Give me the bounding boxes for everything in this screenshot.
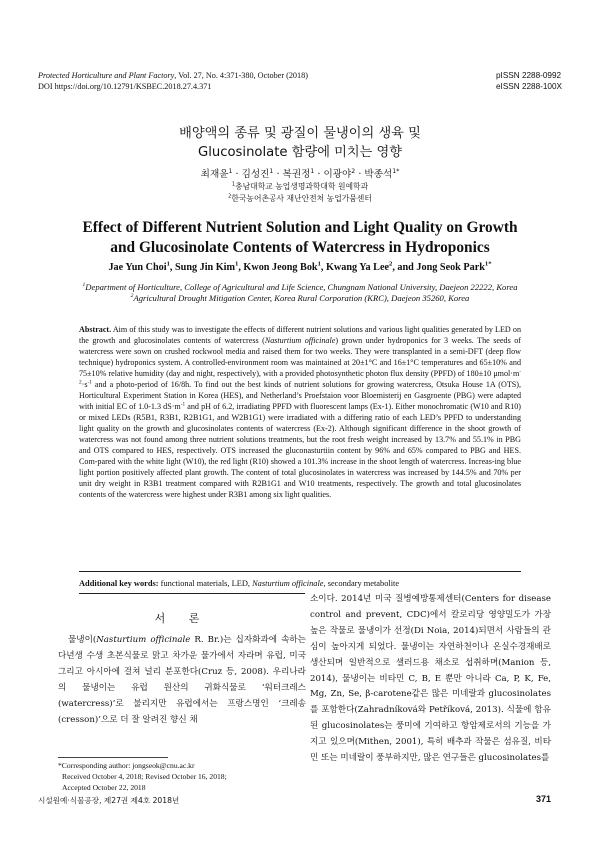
english-affiliations: $^1$Department of Horticulture, College of Agricultural and Life Science, Chungnam National University, Daejeon 22222, Korea $^2$Agricultural Drought Mitigation Center, Korea Rural Corporation (KRC), Daejeon 35260, Korea [82,282,518,303]
kr-author: 최재윤 [200,169,229,180]
abstract [79,324,521,500]
keywords-text: functional materials, LED, [158,579,253,588]
divider [79,593,305,594]
kr-author: 박종석 [364,169,393,180]
kr-aff1: 충남대학교 농업생명과학대학 원예학과 [235,182,369,191]
journal-name: Protected Horticulture and Plant Factory [38,71,175,80]
korean-affiliations: $^1$충남대학교 농업생명과학대학 원예학과 $^2$한국농어촌공사 재난안전처 농업가뭄센터 [228,181,372,203]
english-authors: Jae Yun Choi$^1$, Sung Jin Kim$^1$, Kwon Jeong Bok$^1$, Kwang Ya Lee$^2$, and Jong Seok Park$^{1*}$ [108,260,492,273]
eissn: eISSN 2288-100X [496,82,562,91]
en-author: Kwon Jeong Bok [243,262,318,273]
en-author-sup: 2 [389,260,393,268]
footnote-divider [58,757,168,758]
kr-author-sep: · [273,169,283,180]
abstract-text: and a photo-period of 16/8h. To find out the best kinds of nutrient solutions for growing watercress, Otsuka House 1A (OTS), Horticultural Experiment Station in Korea (HES), and Netherland’s Proefstaion voor Bloemisterij en Gasgroente (PBG) were adapted with initial EC of 1.0-1.3 dS·m [79,380,521,412]
accepted-date: Accepted October 22, 2018 [62,783,146,792]
kr-author: 김성진 [241,169,270,180]
english-title-line1: Effect of Different Nutrient Solution and Light Quality on Growth [82,219,518,236]
kr-author: 복권정 [282,169,311,180]
kr-author-sup: 1* [392,167,400,175]
page-number: 371 [535,794,551,804]
kr-author-sup: 1 [269,167,274,175]
superscript: -1 [180,401,186,408]
kr-author-sup: 1 [310,167,315,175]
body-text: 물냉이( [68,635,97,645]
kr-author-sep: · [232,169,242,180]
body-text: R. Br.)는 십자화과에 속하는 다년생 수생 초본식물로 맑고 차가운 물가에서 자라며 유럽, 미국 그리고 아시아에 걸쳐 널리 분포한다(Cruz 등, 2008). 우리나라의 물냉이는 유럽 원산의 귀화식물로 ‘워터크레스(watercress)’로 불리지만 유럽에서는 프랑스명인 ‘크레송(cresson)’으로 더 잘 알려진 향신 채 [58,635,306,725]
abstract-text: and pH of 6.2, irradiating PPFD with fluorescent lamps (Ex-1). Either monochromatic (W10 and R10) or mixed LEDs (R5B1, R3B1, R2B1G1, and W2B1G1) were irradiated with a differing ratio of each LED’s PPFD to understanding light quality on the growth and glucosinolates contents of watercress (Ex-2). Although significant difference in the shoot growth of watercress was not found among three nutrient solutions treatments, but the root fresh weight increased by 13.7% and 55.1% in PBG and OTS compared to HES, respectively. OTS increased the gluconasturtiin content by 96% and 65% compared to PBG and HES. Com-pared with the white light (W10), the red light (R10) showed a 101.3% increase in the shoot length of watercress. Increas-ing blue light portion positively affected plant growth. The content of total glucosinolates in watercress was increased by 144.5% and 70% per unit dry weight in R3B1 treatment compared with R2B1G1 and W10 treatments, respectively. The growth and total glucosinolates contents of the watercress were highest under R3B1 among six light qualities. [79,402,521,500]
pissn: pISSN 2288-0992 [496,71,562,80]
abstract-label: Abstract. [79,325,112,334]
kr-author-sep: · [355,169,365,180]
keywords-text: , secondary metabolite [323,579,400,588]
corresponding-author: *Corresponding author: jongseok@cnu.ac.kr [58,761,195,770]
divider [79,571,521,572]
superscript: -1 [87,379,92,386]
section-heading: 서 론 [154,612,210,625]
en-author: Jong Seok Park [416,262,485,273]
en-aff1: Department of Horticulture, College of Agricultural and Life Science, Chungnam National University, Daejeon 22222, Korea [85,282,518,292]
en-author-sup: 1 [235,260,239,268]
body-text: 소이다. 2014년 미국 질병예방통제센터(Centers for disease control and prevent, CDC)에서 칼로리당 영양밀도가 가장 높은 작물로 물냉이가 선정(Di Noia, 2014)되면서 사람들의 관심이 높아지게 되었다. 물냉이는 자연하천이나 온실수경재배로 생산되며 일반적으로 샐러드용 채소로 섭취하며(Manion 등, 2014), 물냉이는 비타민 C, B, E 뿐만 아니라 Ca, P, K, Fe, Mg, Zn, Se, β-carotene같은 많은 미네랄과 glucosinolates를 포함한다(Zahradníková와 Petříková, 2013). 식물에 함유된 glucosinolates는 풍미에 기여하고 항암제로서의 기능을 가지고 있으며(Mithen, 2001), 특히 배추과 작물은 섬유질, 비타민 또는 미네랄이 풍부하지만, 많은 연구들은 glucosinolates를 [310,594,551,764]
en-author-sup: 1 [166,260,170,268]
korean-title-line1: 배양액의 종류 및 광질이 물냉이의 생육 및 [179,126,421,141]
keywords-label: Additional key words: [79,579,159,588]
doi-link[interactable]: DOI https://doi.org/10.12791/KSBEC.2018.27.4.371 [38,82,212,91]
en-author-sup: 1* [484,260,492,268]
superscript: -2 [79,368,521,386]
english-title-line2: and Glucosinolate Contents of Watercress in Hydroponics [110,239,490,256]
species-name: Nasturtium officinale [252,579,324,588]
kr-aff2: 한국농어촌공사 재난안전처 농업가뭄센터 [231,194,372,203]
body-left-column [58,633,306,728]
korean-title [0,124,600,162]
abstract-text: Aim of this study was to investigate the effects of different nutrient solutions and various light qualities generated by LED on the growth and glucosinolates contents of watercress ( [79,325,521,346]
korean-title-line2: Glucosinolate 함량에 미치는 영향 [197,145,403,160]
kr-author: 이광야 [323,169,352,180]
species-name: Nasturtium officinale [264,336,336,346]
keywords [79,579,521,588]
en-author: Sung Jin Kim [174,262,236,273]
journal-citation [38,70,308,92]
en-aff2: Agricultural Drought Mitigation Center, Korea Rural Corporation (KRC), Daejeon 35260, Korea [133,293,470,303]
volume-info: , Vol. 27, No. 4:371-380, October (2018) [174,71,308,80]
kr-author-sep: · [314,169,324,180]
korean-authors [0,166,600,180]
species-name: Nasturtium officinale [96,635,191,645]
footnote [58,760,306,793]
kr-author-sup: 1 [228,167,233,175]
english-title [0,218,600,258]
en-author-sup: 1 [317,260,321,268]
abstract-text: ·s [81,380,88,390]
issn-block [496,70,562,92]
en-author: Jae Yun Choi [108,262,167,273]
received-dates: Received October 4, 2018; Revised October 16, 2018; [62,772,227,781]
abstract-text: ) grown under hydroponics for 3 weeks. The seeds of watercress were sown on crushed rockwool media and raised them for two weeks. They were transplanted in a semi-DFT (deep flow technique) hydroponics system. A controlled-environment room was maintained at 20±1°C and 16±1°C temperatures and 65±10% and 75±10% relative humidity (day and night, respectively), with a provided photosynthetic photon flux density (PPFD) of 180±10 μmol·m [79,336,521,379]
footer-journal: 시설원예·식물공장, 제27권 제4호 2018년 [38,796,180,805]
kr-author-sup: 2 [351,167,356,175]
en-author: Kwang Ya Lee [326,262,390,273]
body-right-column [310,592,551,767]
